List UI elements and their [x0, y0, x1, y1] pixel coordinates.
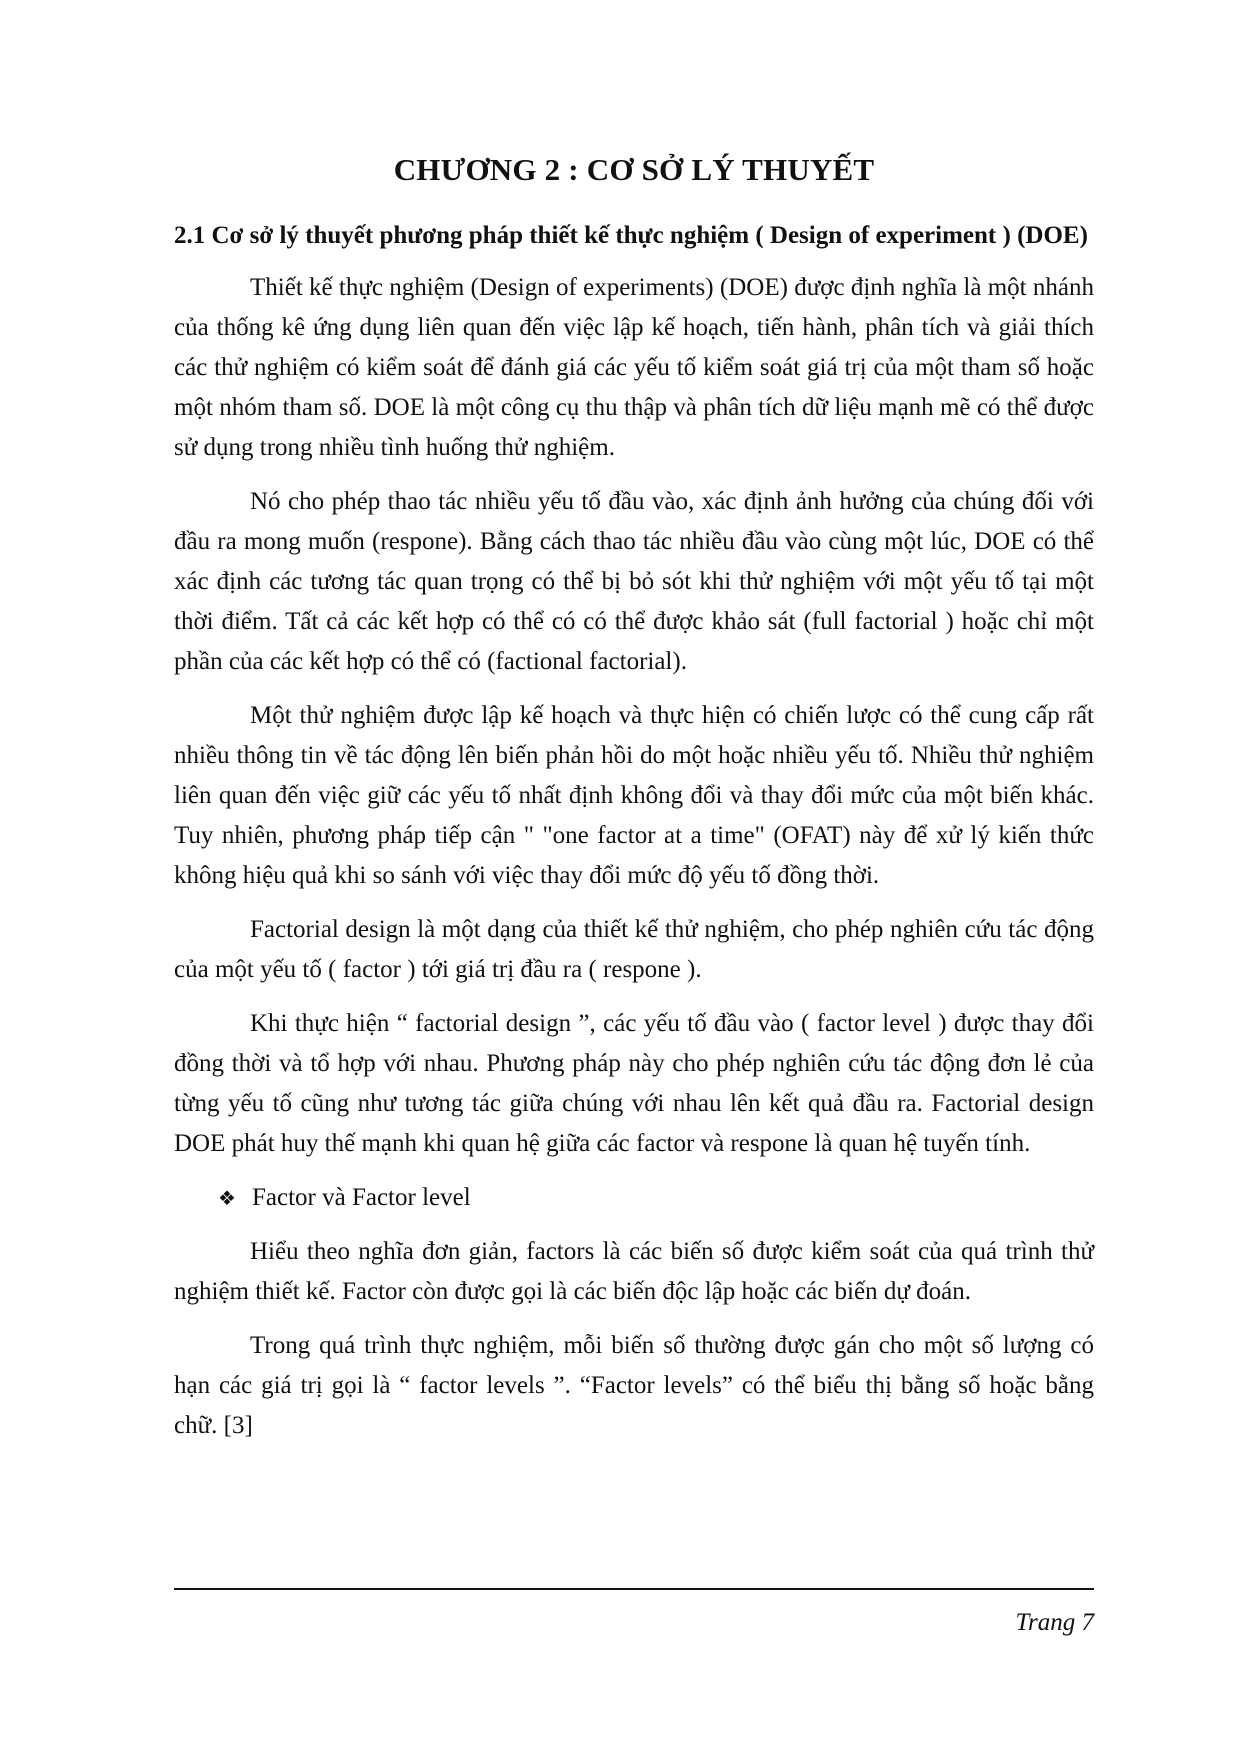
paragraph-factors-meaning: Hiểu theo nghĩa đơn giản, factors là các biến số được kiểm soát của quá trình thử nghiệm thiết kế. Factor còn được gọi là các biến độc lập hoặc các biến dự đoán.	[174, 1238, 1094, 1305]
page-number: Trang 7	[1015, 1609, 1094, 1636]
page-content	[174, 140, 1094, 1460]
paragraph-factorial-design: Factorial design là một dạng của thiết kế thử nghiệm, cho phép nghiên cứu tác động của một yếu tố ( factor ) tới giá trị đầu ra ( respone ).	[174, 916, 1094, 983]
chapter-title: CHƯƠNG 2 : CƠ SỞ LÝ THUYẾT	[393, 152, 875, 187]
bullet-text: Factor và Factor level	[252, 1184, 471, 1211]
footer-divider	[174, 1588, 1094, 1590]
paragraph-ofat: Một thử nghiệm được lập kế hoạch và thực hiện có chiến lược có thể cung cấp rất nhiều thông tin về tác động lên biến phản hồi do một hoặc nhiều yếu tố. Nhiều thử nghiệm liên quan đến việc giữ các yếu tố nhất định không đổi và thay đổi mức của một biến khác. Tuy nhiên, phương pháp tiếp cận " "one factor at a time" (OFAT) này để xử lý kiến thức không hiệu quả khi so sánh với việc thay đổi mức độ yếu tố đồng thời.	[174, 702, 1094, 889]
paragraph-factor-levels: Trong quá trình thực nghiệm, mỗi biến số thường được gán cho một số lượng có hạn các giá trị gọi là “ factor levels ”. “Factor levels” có thể biểu thị bằng số hoặc bằng chữ. [3]	[174, 1332, 1094, 1439]
diamond-bullet-icon: ❖	[218, 1186, 236, 1210]
paragraph-doe-definition: Thiết kế thực nghiệm (Design of experiments) (DOE) được định nghĩa là một nhánh của thống kê ứng dụng liên quan đến việc lập kế hoạch, tiến hành, phân tích và giải thích các thử nghiệm có kiểm soát để đánh giá các yếu tố kiểm soát giá trị của một tham số hoặc một nhóm tham số. DOE là một công cụ thu thập và phân tích dữ liệu mạnh mẽ có thể được sử dụng trong nhiều tình huống thử nghiệm.	[174, 274, 1094, 461]
section-heading: 2.1 Cơ sở lý thuyết phương pháp thiết kế thực nghiệm ( Design of experiment ) (DOE)	[174, 222, 1088, 249]
bullet-factor-heading	[218, 1178, 1094, 1218]
paragraph-multiple-inputs: Nó cho phép thao tác nhiều yếu tố đầu vào, xác định ảnh hưởng của chúng đối với đầu ra mong muốn (respone). Bằng cách thao tác nhiều đầu vào cùng một lúc, DOE có thể xác định các tương tác quan trọng có thể bị bỏ sót khi thử nghiệm với một yếu tố tại một thời điểm. Tất cả các kết hợp có thể có có thể được khảo sát (full factorial ) hoặc chỉ một phần của các kết hợp có thể có (factional factorial).	[174, 488, 1094, 675]
paragraph-factorial-levels: Khi thực hiện “ factorial design ”, các yếu tố đầu vào ( factor level ) được thay đổi đồng thời và tổ hợp với nhau. Phương pháp này cho phép nghiên cứu tác động đơn lẻ của từng yếu tố cũng như tương tác giữa chúng với nhau lên kết quả đầu ra. Factorial design DOE phát huy thế mạnh khi quan hệ giữa các factor và respone là quan hệ tuyến tính.	[174, 1010, 1094, 1157]
